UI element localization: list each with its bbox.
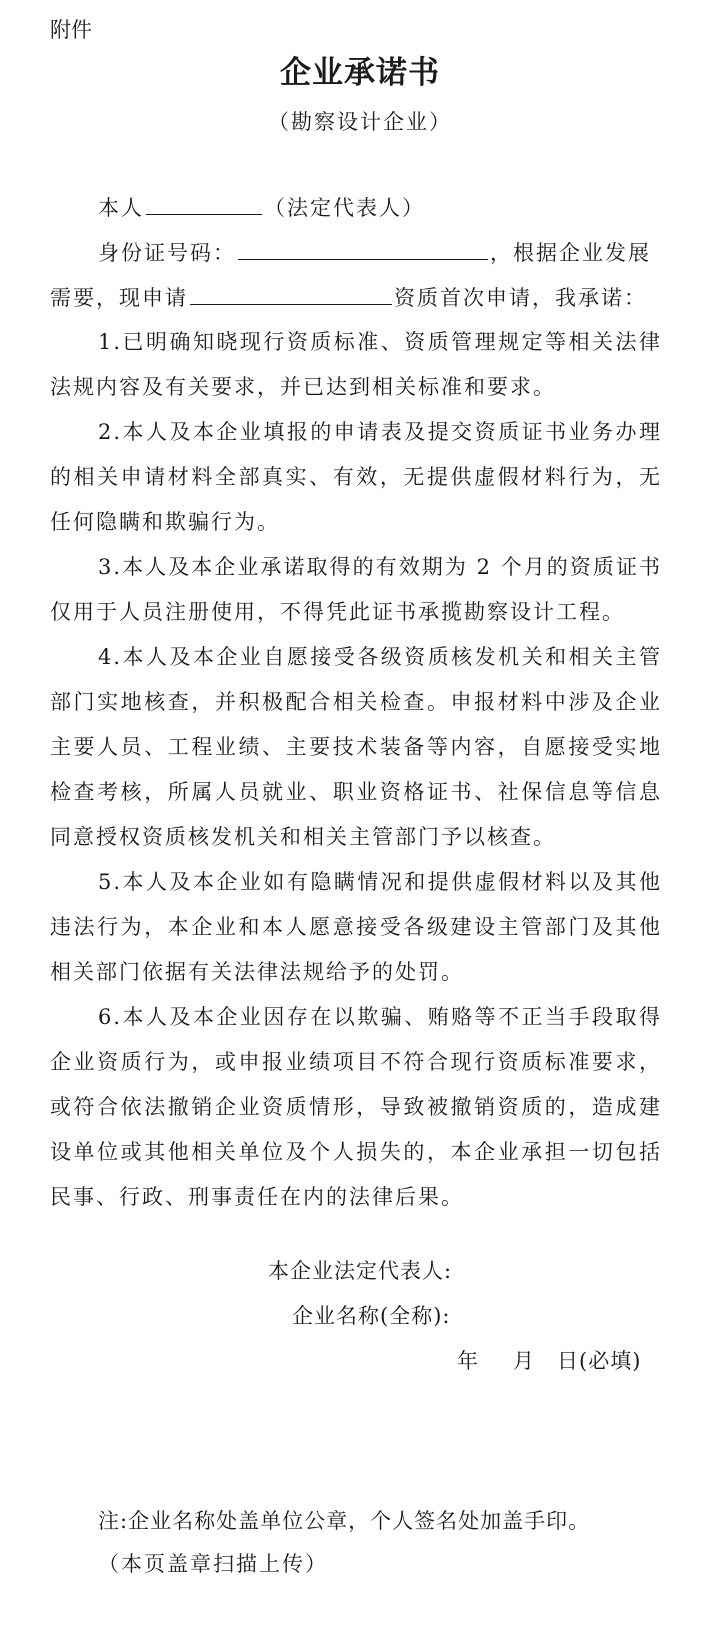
intro-line-3	[50, 282, 647, 314]
commit-text: 资质首次申请，我承诺：	[394, 286, 647, 310]
commitment-item-1: 1.已明确知晓现行资质标准、资质管理规定等相关法律法规内容及有关要求，并已达到相关标准和要求。	[50, 330, 662, 399]
commitment-item-5: 5.本人及本企业如有隐瞒情况和提供虚假材料以及其他违法行为，本企业和本人愿意接受各级建设主管部门及其他相关部门依据有关法律法规给予的处罚。	[50, 870, 662, 984]
id-number-label: 身份证号码：	[98, 241, 236, 265]
intro-development-text: ，根据企业发展	[490, 241, 651, 265]
commitment-item-2: 2.本人及本企业填报的申请表及提交资质证书业务办理的相关申请材料全部真实、有效，无提供虚假材料行为，无任何隐瞒和欺骗行为。	[50, 420, 662, 534]
document-title: 企业承诺书	[280, 55, 440, 91]
commitment-item-3: 3.本人及本企业承诺取得的有效期为 2 个月的资质证书仅用于人员注册使用，不得凭此证书承揽勘察设计工程。	[50, 555, 662, 624]
date-year-label: 年	[457, 1349, 479, 1373]
commitment-item-6: 6.本人及本企业因存在以欺骗、贿赂等不正当手段取得企业资质行为，或申报业绩项目不符合现行资质标准要求，或符合依法撤销企业资质情形，导致被撤销资质的，造成建设单位或其他相关单位及个人损失的，本企业承担一切包括民事、行政、刑事责任在内的法律后果。	[50, 1005, 662, 1209]
date-month-label: 月	[513, 1349, 535, 1373]
name-blank	[146, 192, 262, 215]
stamp-note: 注:企业名称处盖单位公章，个人签名处加盖手印。	[98, 1509, 591, 1533]
legal-rep-signature-label: 本企业法定代表人:	[268, 1259, 453, 1283]
qualification-blank	[190, 282, 392, 305]
upload-note: （本页盖章扫描上传）	[98, 1552, 328, 1576]
company-name-label: 企业名称(全称):	[292, 1304, 451, 1328]
date-line	[457, 1345, 641, 1377]
intro-legal-rep-label: （法定代表人）	[264, 196, 425, 220]
intro-self-label: 本人	[98, 196, 144, 220]
apply-label: 需要，现申请	[50, 286, 188, 310]
intro-line-1	[98, 192, 425, 224]
date-day-label: 日(必填)	[557, 1349, 642, 1373]
commitment-item-4: 4.本人及本企业自愿接受各级资质核发机关和相关主管部门实地核查，并积极配合相关检查。申报材料中涉及企业主要人员、工程业绩、主要技术装备等内容，自愿接受实地检查考核，所属人员就业、职业资格证书、社保信息等信息同意授权资质核发机关和相关主管部门予以核查。	[50, 645, 662, 849]
intro-line-2	[98, 237, 651, 269]
document-subtitle: （勘察设计企业）	[268, 110, 452, 134]
attachment-label: 附件	[50, 18, 92, 42]
id-number-blank	[238, 237, 488, 260]
